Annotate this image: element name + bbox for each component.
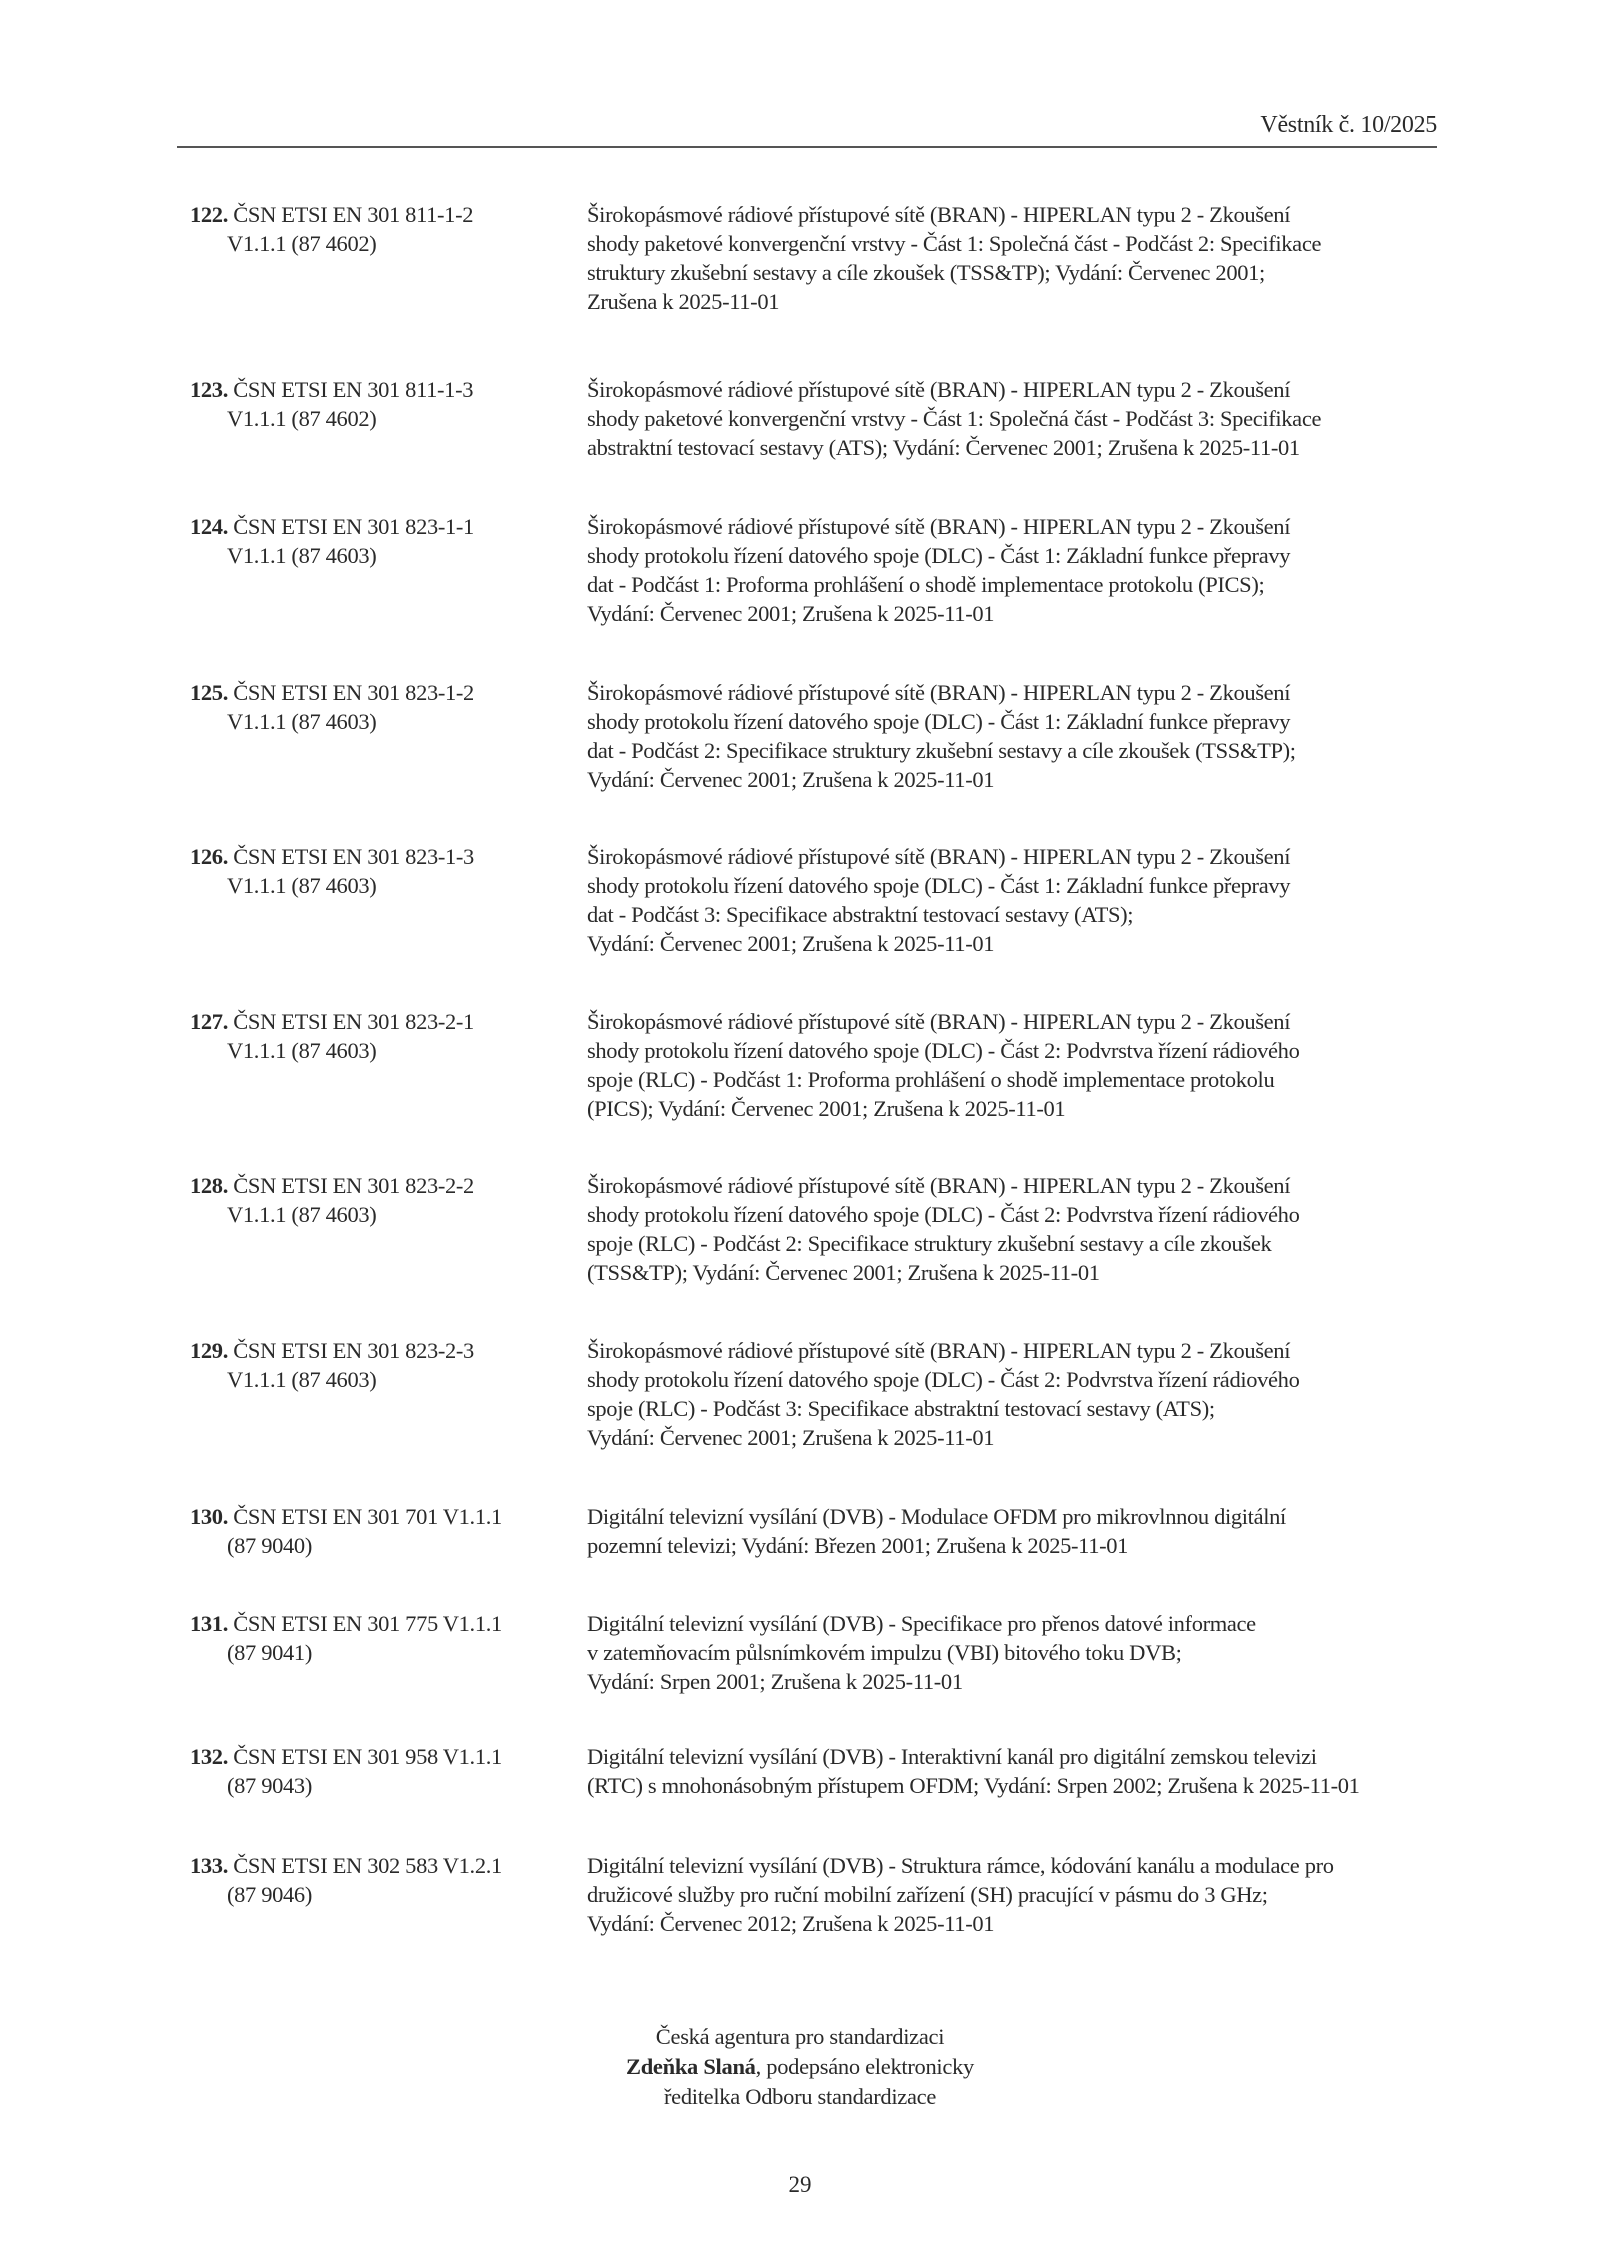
standard-version: V1.1.1 (87 4603) [227,1202,377,1227]
standard-id [190,1171,570,1229]
standard-description [587,375,1447,462]
description-line: dat - Podčást 1: Proforma prohlášení o shodě implementace protokolu (PICS); [587,572,1265,597]
standard-code: ČSN ETSI EN 301 823-2-3 [233,1338,474,1363]
signature-line [0,2052,1600,2082]
item-number: 123. [190,377,228,402]
standard-code: ČSN ETSI EN 301 811-1-3 [233,377,474,402]
standard-code: ČSN ETSI EN 301 775 V1.1.1 [233,1611,502,1636]
signer-name: Zdeňka Slaná [626,2054,756,2079]
description-line: dat - Podčást 2: Specifikace struktury zkušební sestavy a cíle zkoušek (TSS&TP); [587,738,1296,763]
standard-version: (87 9040) [227,1533,312,1558]
description-line: shody paketové konvergenční vrstvy - Část 1: Společná část - Podčást 2: Specifikace [587,231,1322,256]
description-line: shody protokolu řízení datového spoje (DLC) - Část 1: Základní funkce přepravy [587,709,1291,734]
signature-org: Česká agentura pro standardizaci [655,2024,945,2049]
item-number: 126. [190,844,228,869]
description-line: Zrušena k 2025-11-01 [587,289,780,314]
description-line: Vydání: Červenec 2001; Zrušena k 2025-11-01 [587,601,995,626]
description-line: shody protokolu řízení datového spoje (DLC) - Část 1: Základní funkce přepravy [587,543,1291,568]
description-line: Vydání: Srpen 2001; Zrušena k 2025-11-01 [587,1669,963,1694]
standard-description [587,1851,1447,1938]
description-line: shody protokolu řízení datového spoje (DLC) - Část 1: Základní funkce přepravy [587,873,1291,898]
standard-description [587,512,1447,628]
standard-version: V1.1.1 (87 4603) [227,1038,377,1063]
page-number: 29 [788,2172,812,2197]
description-line: Širokopásmové rádiové přístupové sítě (BRAN) - HIPERLAN typu 2 - Zkoušení [587,1338,1291,1363]
standard-id [190,200,570,258]
standard-code: ČSN ETSI EN 301 823-2-1 [233,1009,474,1034]
standard-description [587,1336,1447,1452]
standard-id [190,842,570,900]
standard-id [190,1851,570,1909]
signed-note: , podepsáno elektronicky [755,2054,974,2079]
description-line: spoje (RLC) - Podčást 1: Proforma prohlášení o shodě implementace protokolu [587,1067,1275,1092]
standard-version: (87 9041) [227,1640,312,1665]
standard-description [587,1171,1447,1287]
standard-version: V1.1.1 (87 4602) [227,406,377,431]
item-number: 131. [190,1611,228,1636]
standard-description [587,1007,1447,1123]
description-line: dat - Podčást 3: Specifikace abstraktní testovací sestavy (ATS); [587,902,1134,927]
item-number: 122. [190,202,228,227]
description-line: pozemní televizi; Vydání: Březen 2001; Zrušena k 2025-11-01 [587,1533,1129,1558]
item-number: 130. [190,1504,228,1529]
description-line: spoje (RLC) - Podčást 3: Specifikace abstraktní testovací sestavy (ATS); [587,1396,1215,1421]
standard-id [190,512,570,570]
description-line: shody paketové konvergenční vrstvy - Část 1: Společná část - Podčást 3: Specifikace [587,406,1322,431]
standard-description [587,1742,1447,1800]
standard-description [587,678,1447,794]
standard-code: ČSN ETSI EN 301 823-1-3 [233,844,474,869]
bulletin-header: Věstník č. 10/2025 [1260,112,1437,138]
description-line: spoje (RLC) - Podčást 2: Specifikace struktury zkušební sestavy a cíle zkoušek [587,1231,1272,1256]
description-line: (RTC) s mnohonásobným přístupem OFDM; Vydání: Srpen 2002; Zrušena k 2025-11-01 [587,1773,1360,1798]
item-number: 129. [190,1338,228,1363]
description-line: Širokopásmové rádiové přístupové sítě (BRAN) - HIPERLAN typu 2 - Zkoušení [587,1173,1291,1198]
item-number: 133. [190,1853,228,1878]
description-line: Vydání: Červenec 2001; Zrušena k 2025-11-01 [587,931,995,956]
standard-version: V1.1.1 (87 4603) [227,873,377,898]
description-line: (PICS); Vydání: Červenec 2001; Zrušena k 2025-11-01 [587,1096,1066,1121]
header-rule [177,146,1437,148]
standard-id [190,1502,570,1560]
description-line: struktury zkušební sestavy a cíle zkoušek (TSS&TP); Vydání: Červenec 2001; [587,260,1265,285]
item-number: 128. [190,1173,228,1198]
item-number: 132. [190,1744,228,1769]
standard-description [587,1502,1447,1560]
description-line: Vydání: Červenec 2001; Zrušena k 2025-11-01 [587,1425,995,1450]
description-line: Digitální televizní vysílání (DVB) - Specifikace pro přenos datové informace [587,1611,1256,1636]
standard-version: V1.1.1 (87 4603) [227,709,377,734]
description-line: v zatemňovacím půlsnímkovém impulzu (VBI) bitového toku DVB; [587,1640,1182,1665]
standard-code: ČSN ETSI EN 301 701 V1.1.1 [233,1504,502,1529]
description-line: shody protokolu řízení datového spoje (DLC) - Část 2: Podvrstva řízení rádiového [587,1038,1300,1063]
description-line: Širokopásmové rádiové přístupové sítě (BRAN) - HIPERLAN typu 2 - Zkoušení [587,202,1291,227]
standard-description [587,1609,1447,1696]
description-line: družicové služby pro ruční mobilní zařízení (SH) pracující v pásmu do 3 GHz; [587,1882,1268,1907]
standard-id [190,1007,570,1065]
signer-role: ředitelka Odboru standardizace [663,2084,937,2109]
standard-version: V1.1.1 (87 4603) [227,543,377,568]
description-line: Digitální televizní vysílání (DVB) - Interaktivní kanál pro digitální zemskou televizi [587,1744,1317,1769]
standard-code: ČSN ETSI EN 302 583 V1.2.1 [233,1853,502,1878]
item-number: 125. [190,680,228,705]
description-line: Širokopásmové rádiové přístupové sítě (BRAN) - HIPERLAN typu 2 - Zkoušení [587,680,1291,705]
standard-code: ČSN ETSI EN 301 811-1-2 [233,202,474,227]
item-number: 127. [190,1009,228,1034]
standard-version: V1.1.1 (87 4603) [227,1367,377,1392]
standard-code: ČSN ETSI EN 301 823-1-1 [233,514,474,539]
standard-code: ČSN ETSI EN 301 823-1-2 [233,680,474,705]
description-line: shody protokolu řízení datového spoje (DLC) - Část 2: Podvrstva řízení rádiového [587,1367,1300,1392]
description-line: Širokopásmové rádiové přístupové sítě (BRAN) - HIPERLAN typu 2 - Zkoušení [587,1009,1291,1034]
standard-version: (87 9043) [227,1773,312,1798]
item-number: 124. [190,514,228,539]
description-line: (TSS&TP); Vydání: Červenec 2001; Zrušena k 2025-11-01 [587,1260,1100,1285]
signature-block [0,2022,1600,2112]
description-line: Vydání: Červenec 2001; Zrušena k 2025-11-01 [587,767,995,792]
description-line: Digitální televizní vysílání (DVB) - Struktura rámce, kódování kanálu a modulace pro [587,1853,1334,1878]
description-line: Širokopásmové rádiové přístupové sítě (BRAN) - HIPERLAN typu 2 - Zkoušení [587,844,1291,869]
standard-code: ČSN ETSI EN 301 823-2-2 [233,1173,474,1198]
standard-description [587,200,1447,316]
description-line: Vydání: Červenec 2012; Zrušena k 2025-11-01 [587,1911,995,1936]
standard-id [190,1742,570,1800]
description-line: Širokopásmové rádiové přístupové sítě (BRAN) - HIPERLAN typu 2 - Zkoušení [587,377,1291,402]
description-line: Digitální televizní vysílání (DVB) - Modulace OFDM pro mikrovlnnou digitální [587,1504,1286,1529]
standard-id [190,375,570,433]
standard-code: ČSN ETSI EN 301 958 V1.1.1 [233,1744,502,1769]
description-line: abstraktní testovací sestavy (ATS); Vydání: Červenec 2001; Zrušena k 2025-11-01 [587,435,1300,460]
standard-description [587,842,1447,958]
standard-id [190,1336,570,1394]
standard-id [190,678,570,736]
standard-id [190,1609,570,1667]
standard-version: V1.1.1 (87 4602) [227,231,377,256]
description-line: shody protokolu řízení datového spoje (DLC) - Část 2: Podvrstva řízení rádiového [587,1202,1300,1227]
description-line: Širokopásmové rádiové přístupové sítě (BRAN) - HIPERLAN typu 2 - Zkoušení [587,514,1291,539]
standard-version: (87 9046) [227,1882,312,1907]
